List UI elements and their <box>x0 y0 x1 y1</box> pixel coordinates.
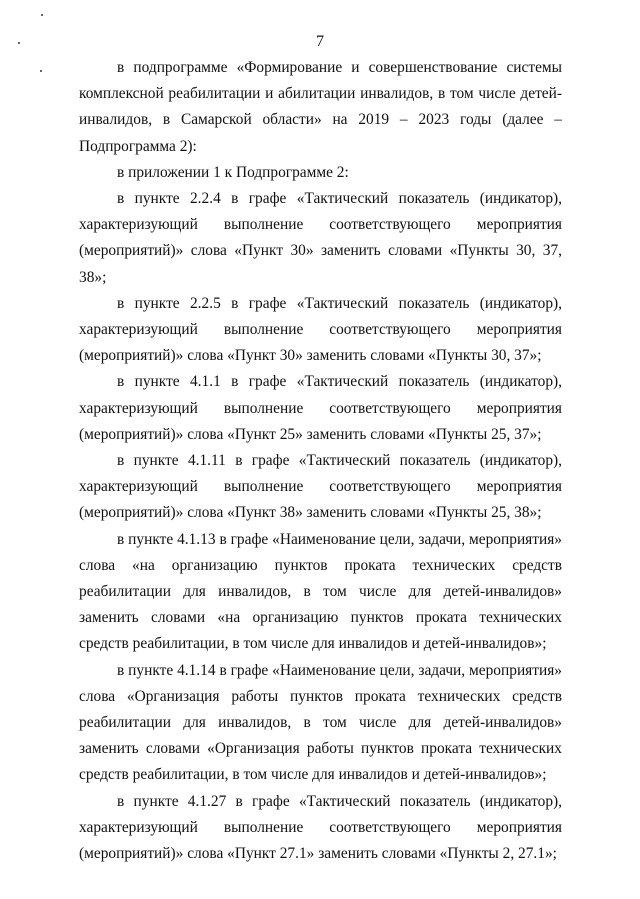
paragraph-item-4-1-11: в пункте 4.1.11 в графе «Тактический показатель (индикатор), характеризующий выполнение соответствующего мероприятия (мероприятий)» слова «Пункт 38» заменить словами «Пункты 25, 38»; <box>79 452 562 522</box>
scan-speck <box>41 14 43 16</box>
paragraph-item-4-1-1: в пункте 4.1.1 в графе «Тактический показатель (индикатор), характеризующий выполнение соответствующего мероприятия (мероприятий)» слова «Пункт 25» заменить словами «Пункты 25, 37»; <box>79 373 562 443</box>
document-body <box>79 55 562 867</box>
page-number: 7 <box>316 33 324 50</box>
paragraph-item-4-1-27: в пункте 4.1.27 в графе «Тактический показатель (индикатор), характеризующий выполнение соответствующего мероприятия (мероприятий)» слова «Пункт 27.1» заменить словами «Пункты 2, 27.1»; <box>79 792 562 863</box>
paragraph-item-2-2-4: в пункте 2.2.4 в графе «Тактический показатель (индикатор), характеризующий выполнение соответствующего мероприятия (мероприятий)» слова «Пункт 30» заменить словами «Пункты 30, 37, 38»; <box>79 190 562 286</box>
paragraph-item-4-1-13: в пункте 4.1.13 в графе «Наименование цели, задачи, мероприятия» слова «на организацию пунктов проката технических средств реабилитации для инвалидов, в том числе для детей-инвалидов» заменить словами «на организацию пунктов проката технических средств реабилитации, в том числе для инвалидов и детей-инвалидов»; <box>79 530 562 653</box>
paragraph-subprogram-intro: в подпрограмме «Формирование и совершенствование системы комплексной реабилитации и абилитации инвалидов, в том числе детей-инвалидов, в Самарской области» на 2019 – 2023 годы (далее – Подпрограмма 2): <box>79 59 562 155</box>
paragraph-item-4-1-14: в пункте 4.1.14 в графе «Наименование цели, задачи, мероприятия» слова «Организация работы пунктов проката технических средств реабилитации для инвалидов, в том числе для детей-инвалидов» заменить словами «Организация работы пунктов проката технических средств реабилитации, в том числе для инвалидов и детей-инвалидов»; <box>79 661 562 784</box>
paragraph-appendix-1: в приложении 1 к Подпрограмме 2: <box>117 163 349 181</box>
scan-speck <box>40 70 42 72</box>
paragraph-item-2-2-5: в пункте 2.2.5 в графе «Тактический показатель (индикатор), характеризующий выполнение соответствующего мероприятия (мероприятий)» слова «Пункт 30» заменить словами «Пункты 30, 37»; <box>79 294 562 365</box>
